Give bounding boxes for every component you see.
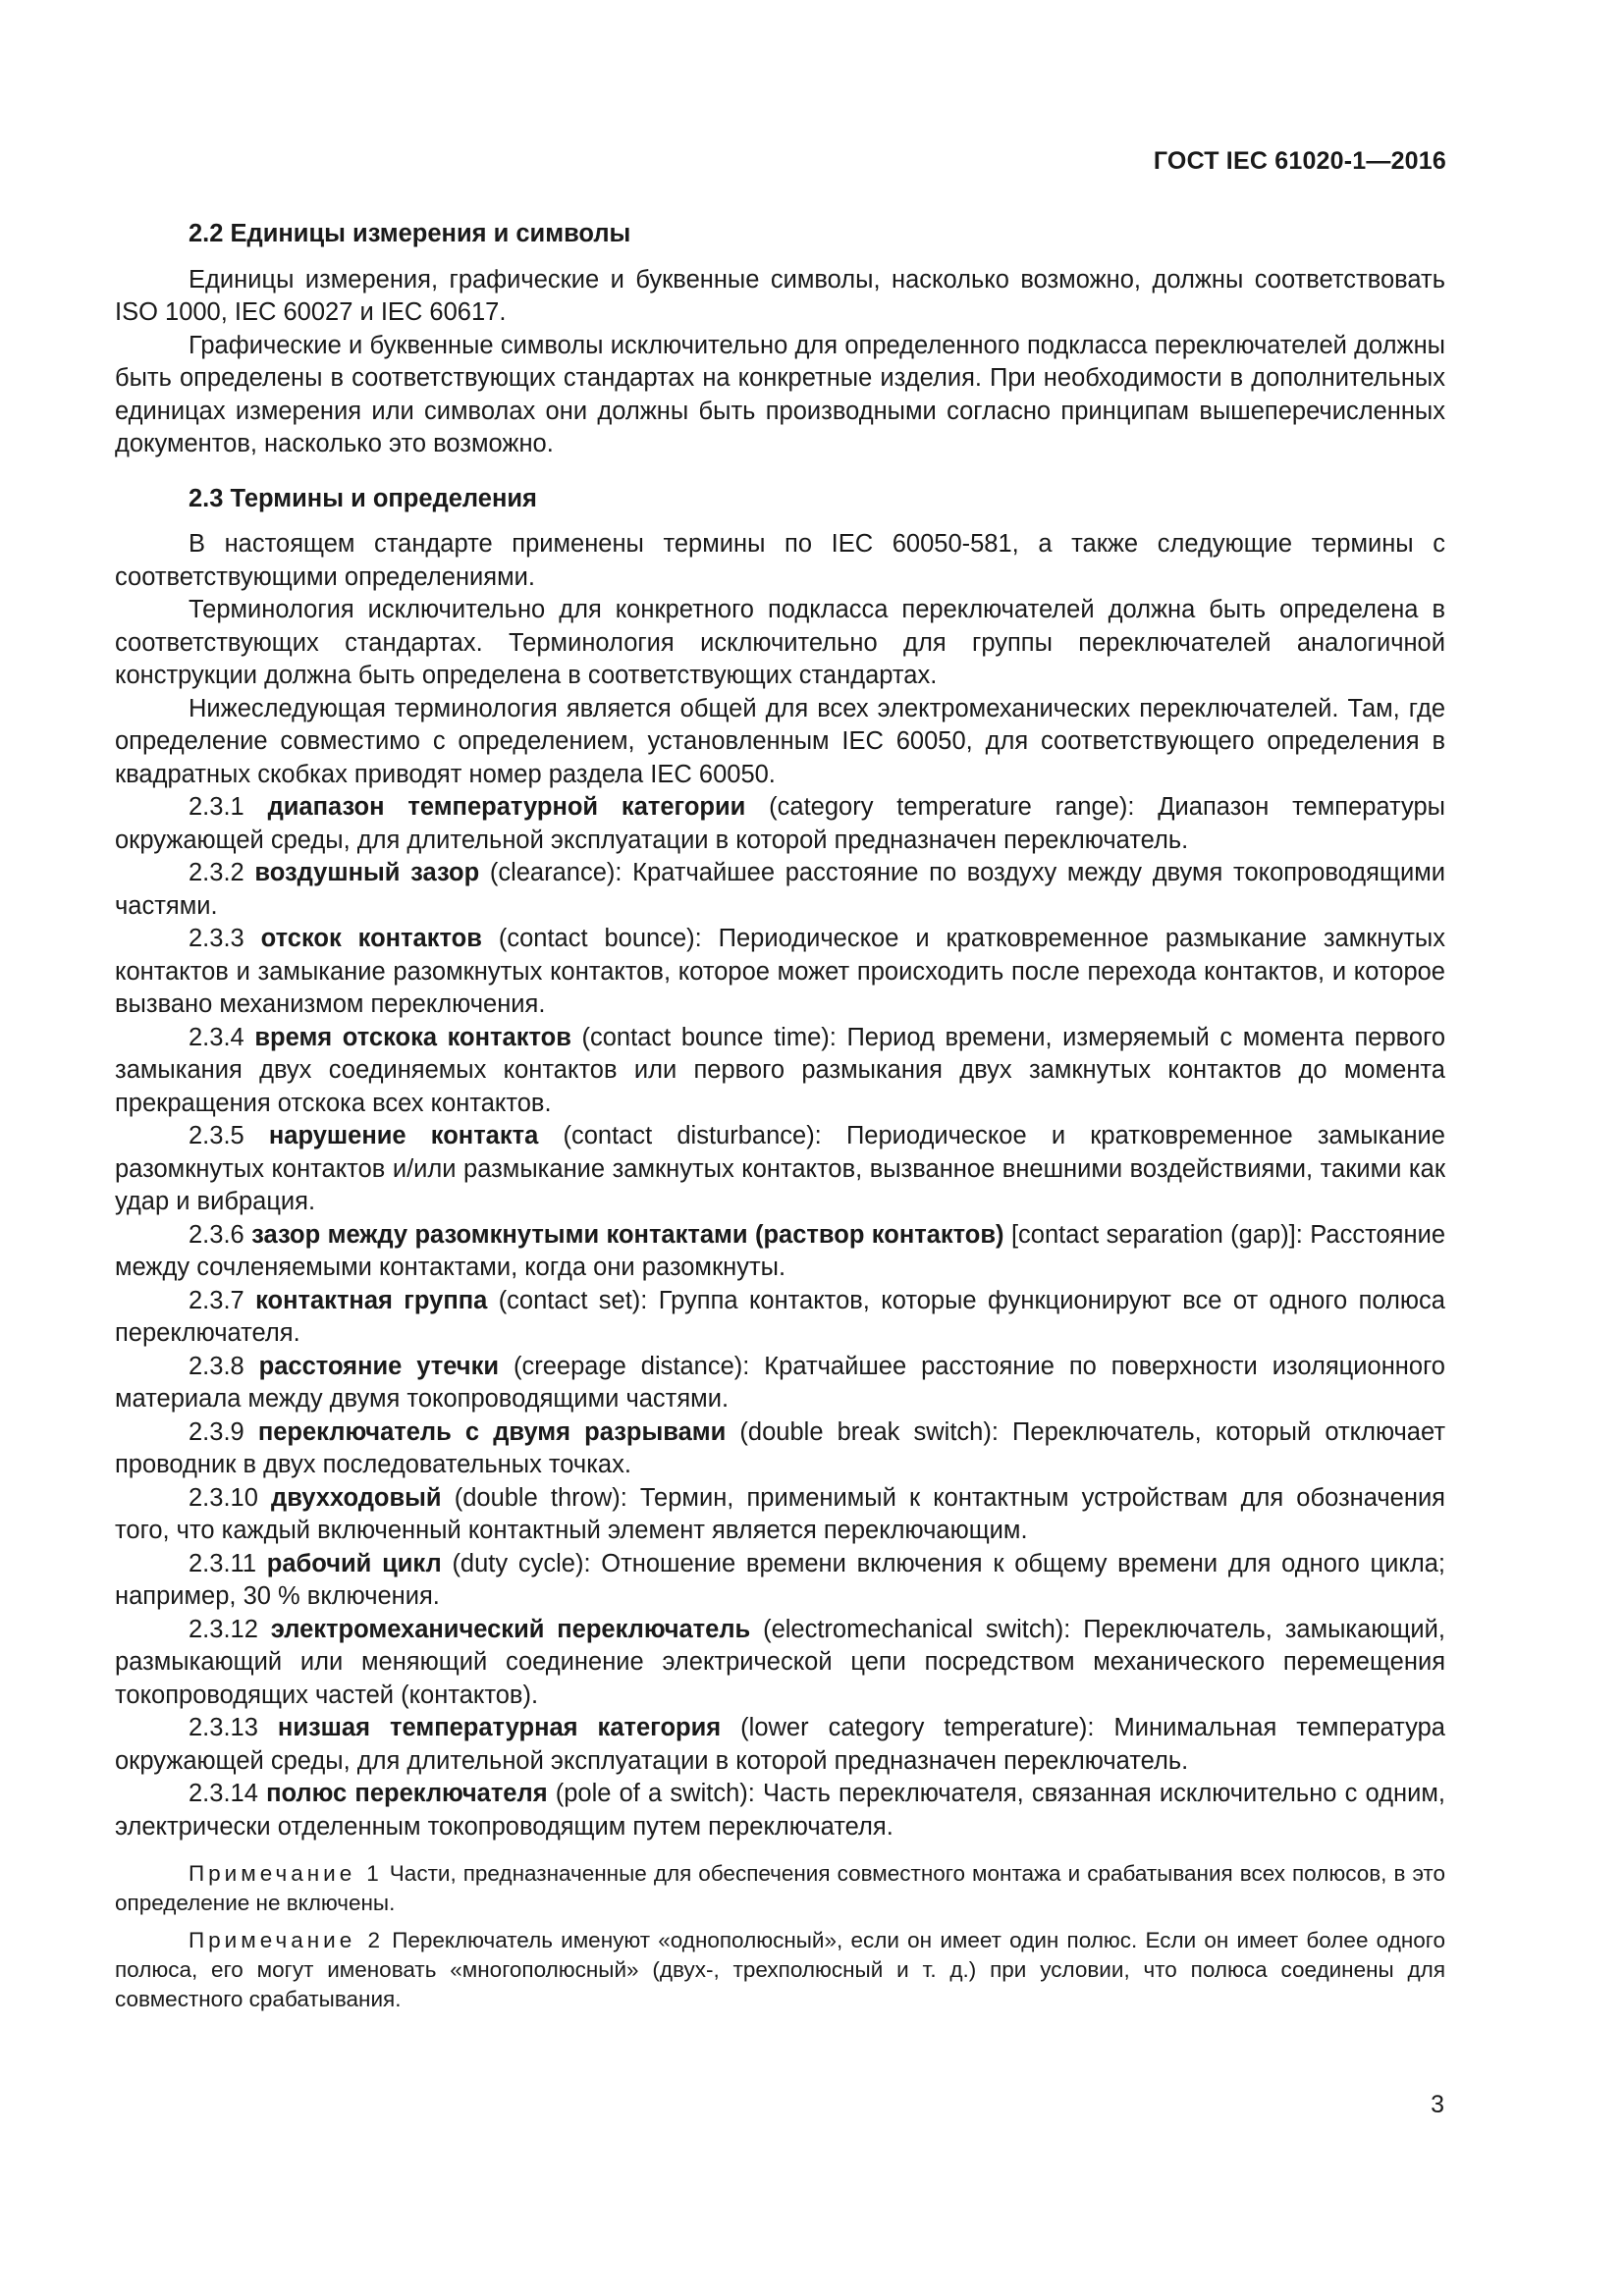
term-definition [115, 1022, 1445, 1121]
page-number: 3 [1431, 2091, 1444, 2118]
term-description: (duty cycle): Отношение времени включения к общему времени для одного цикла; например, 30 % включения. [115, 1549, 1445, 1610]
term-name: переключатель с двумя разрывами [257, 1417, 727, 1446]
term-name: время отскока контактов [254, 1023, 571, 1051]
term-description: (pole of a switch): Часть переключателя, связанная исключительно с одним, электрически отделенным токопроводящим путем переключателя. [115, 1780, 1445, 1841]
term-number: 2.3.12 [189, 1615, 258, 1643]
term-definition [115, 1219, 1445, 1285]
term-description: (clearance): Кратчайшее расстояние по воздуху между двумя токопроводящими частями. [115, 859, 1445, 920]
paragraph: Графические и буквенные символы исключительно для определенного подкласса переключателей должны быть определены в соответствующих стандартах на конкретные изделия. При необходимости в дополнительных единицах измерения или символах они должны быть производными согласно принципам вышеперечисленных документов, насколько это возможно. [115, 331, 1445, 457]
note [115, 1859, 1445, 1918]
term-definition [115, 1120, 1445, 1219]
term-name: расстояние утечки [258, 1352, 500, 1380]
term-definition [115, 1778, 1445, 1843]
notes-list [115, 1859, 1445, 2014]
term-name: нарушение контакта [268, 1122, 539, 1149]
page-body [115, 218, 1445, 2022]
term-description: (double throw): Термин, применимый к контактным устройствам для обозначения того, что каждый включенный контактный элемент является переключающим. [115, 1483, 1445, 1544]
term-definition [115, 1712, 1445, 1778]
term-name: отскок контактов [260, 925, 482, 952]
term-number: 2.3.8 [189, 1352, 244, 1380]
section-heading-2-3: 2.3 Термины и определения [189, 484, 537, 512]
standard-designation: ГОСТ IEC 61020-1—2016 [1153, 147, 1446, 175]
term-description: (double break switch): Переключатель, который отключает проводник в двух последовательных точках. [115, 1417, 1445, 1478]
term-definition [115, 923, 1445, 1022]
term-definition [115, 1416, 1445, 1482]
term-definition [115, 857, 1445, 923]
term-number: 2.3.2 [189, 859, 244, 886]
term-definition [115, 1548, 1445, 1614]
note [115, 1926, 1445, 2014]
term-number: 2.3.3 [189, 925, 244, 952]
term-number: 2.3.6 [189, 1220, 244, 1249]
term-definition [115, 1614, 1445, 1713]
term-name: электромеханический переключатель [270, 1615, 751, 1643]
term-description: (lower category temperature): Минимальная температура окружающей среды, для длительной эксплуатации в которой предназначен переключатель. [115, 1714, 1445, 1775]
note-label: Примечание 2 [189, 1928, 384, 1952]
term-definition [115, 791, 1445, 857]
note-text: Части, предназначенные для обеспечения совместного монтажа и срабатывания всех полюсов, в это определение не включены. [115, 1861, 1445, 1915]
term-description: (contact set): Группа контактов, которые функционируют все от одного полюса переключателя. [115, 1286, 1445, 1347]
term-name: контактная группа [255, 1286, 488, 1314]
term-number: 2.3.10 [189, 1483, 258, 1512]
term-definition [115, 1482, 1445, 1548]
term-number: 2.3.14 [189, 1780, 258, 1807]
note-text: Переключатель именуют «однополюсный», если он имеет один полюс. Если он имеет более одного полюса, его могут именовать «многополюсный» (двух-, трехполюсный и т. д.) при условии, что полюса соединены для совместного срабатывания. [115, 1928, 1445, 2011]
section-heading-2-2: 2.2 Единицы измерения и символы [189, 220, 631, 247]
term-number: 2.3.4 [189, 1023, 244, 1051]
term-number: 2.3.7 [189, 1286, 244, 1314]
term-number: 2.3.11 [189, 1549, 257, 1577]
term-definition [115, 1285, 1445, 1351]
term-number: 2.3.1 [189, 793, 244, 821]
term-definition [115, 1351, 1445, 1416]
term-number: 2.3.9 [189, 1417, 244, 1446]
term-description: (contact bounce time): Период времени, измеряемый с момента первого замыкания двух соединяемых контактов или первого размыкания двух замкнутых контактов до момента прекращения отскока всех контактов. [115, 1023, 1446, 1117]
term-name: зазор между разомкнутыми контактами (раствор контактов) [251, 1220, 1004, 1249]
term-name: воздушный зазор [254, 859, 480, 886]
term-description: (electromechanical switch): Переключатель, замыкающий, размыкающий или меняющий соединение электрической цепи посредством механического перемещения токопроводящих частей (контактов). [115, 1615, 1446, 1709]
term-description: [contact separation (gap)]: Расстояние между сочленяемыми контактами, когда они разомкнуты. [115, 1220, 1445, 1281]
term-name: двухходовый [271, 1483, 442, 1512]
paragraph: Единицы измерения, графические и буквенные символы, насколько возможно, должны соответствовать ISO 1000, IEC 60027 и IEC 60617. [115, 265, 1445, 326]
term-description: (contact disturbance): Периодическое и кратковременное замыкание разомкнутых контактов и/или размыкание замкнутых контактов, вызванное внешними воздействиями, такими как удар и вибрация. [115, 1122, 1445, 1215]
terms-list [115, 791, 1445, 1843]
term-name: полюс переключателя [266, 1780, 548, 1807]
paragraph: Терминология исключительно для конкретного подкласса переключателей должна быть определена в соответствующих стандартах. Терминология исключительно для группы переключателей аналогичной конструкции должна быть определена в соответствующих стандартах. [115, 596, 1445, 689]
term-number: 2.3.5 [189, 1122, 244, 1149]
term-description: (creepage distance): Кратчайшее расстояние по поверхности изоляционного материала между двумя токопроводящими частями. [115, 1352, 1445, 1413]
term-name: рабочий цикл [266, 1549, 442, 1577]
note-label: Примечание 1 [189, 1861, 383, 1886]
paragraph: Нижеследующая терминология является общей для всех электромеханических переключателей. Там, где определение совместимо с определением, установленным IEC 60050, для соответствующего определения в квадратных скобках приводят номер раздела IEC 60050. [115, 694, 1445, 788]
term-name: низшая температурная категория [277, 1714, 722, 1741]
term-name: диапазон температурной категории [267, 793, 746, 821]
term-description: (contact bounce): Периодическое и кратковременное размыкание замкнутых контактов и замыкание разомкнутых контактов, которое может происходить после перехода контактов, и которое вызвано механизмом переключения. [115, 925, 1445, 1018]
term-number: 2.3.13 [189, 1714, 258, 1741]
term-description: (category temperature range): Диапазон температуры окружающей среды, для длительной эксплуатации в которой предназначен переключатель. [115, 793, 1445, 854]
paragraph: В настоящем стандарте применены термины по IEC 60050-581, а также следующие термины с соответствующими определениями. [115, 530, 1445, 591]
